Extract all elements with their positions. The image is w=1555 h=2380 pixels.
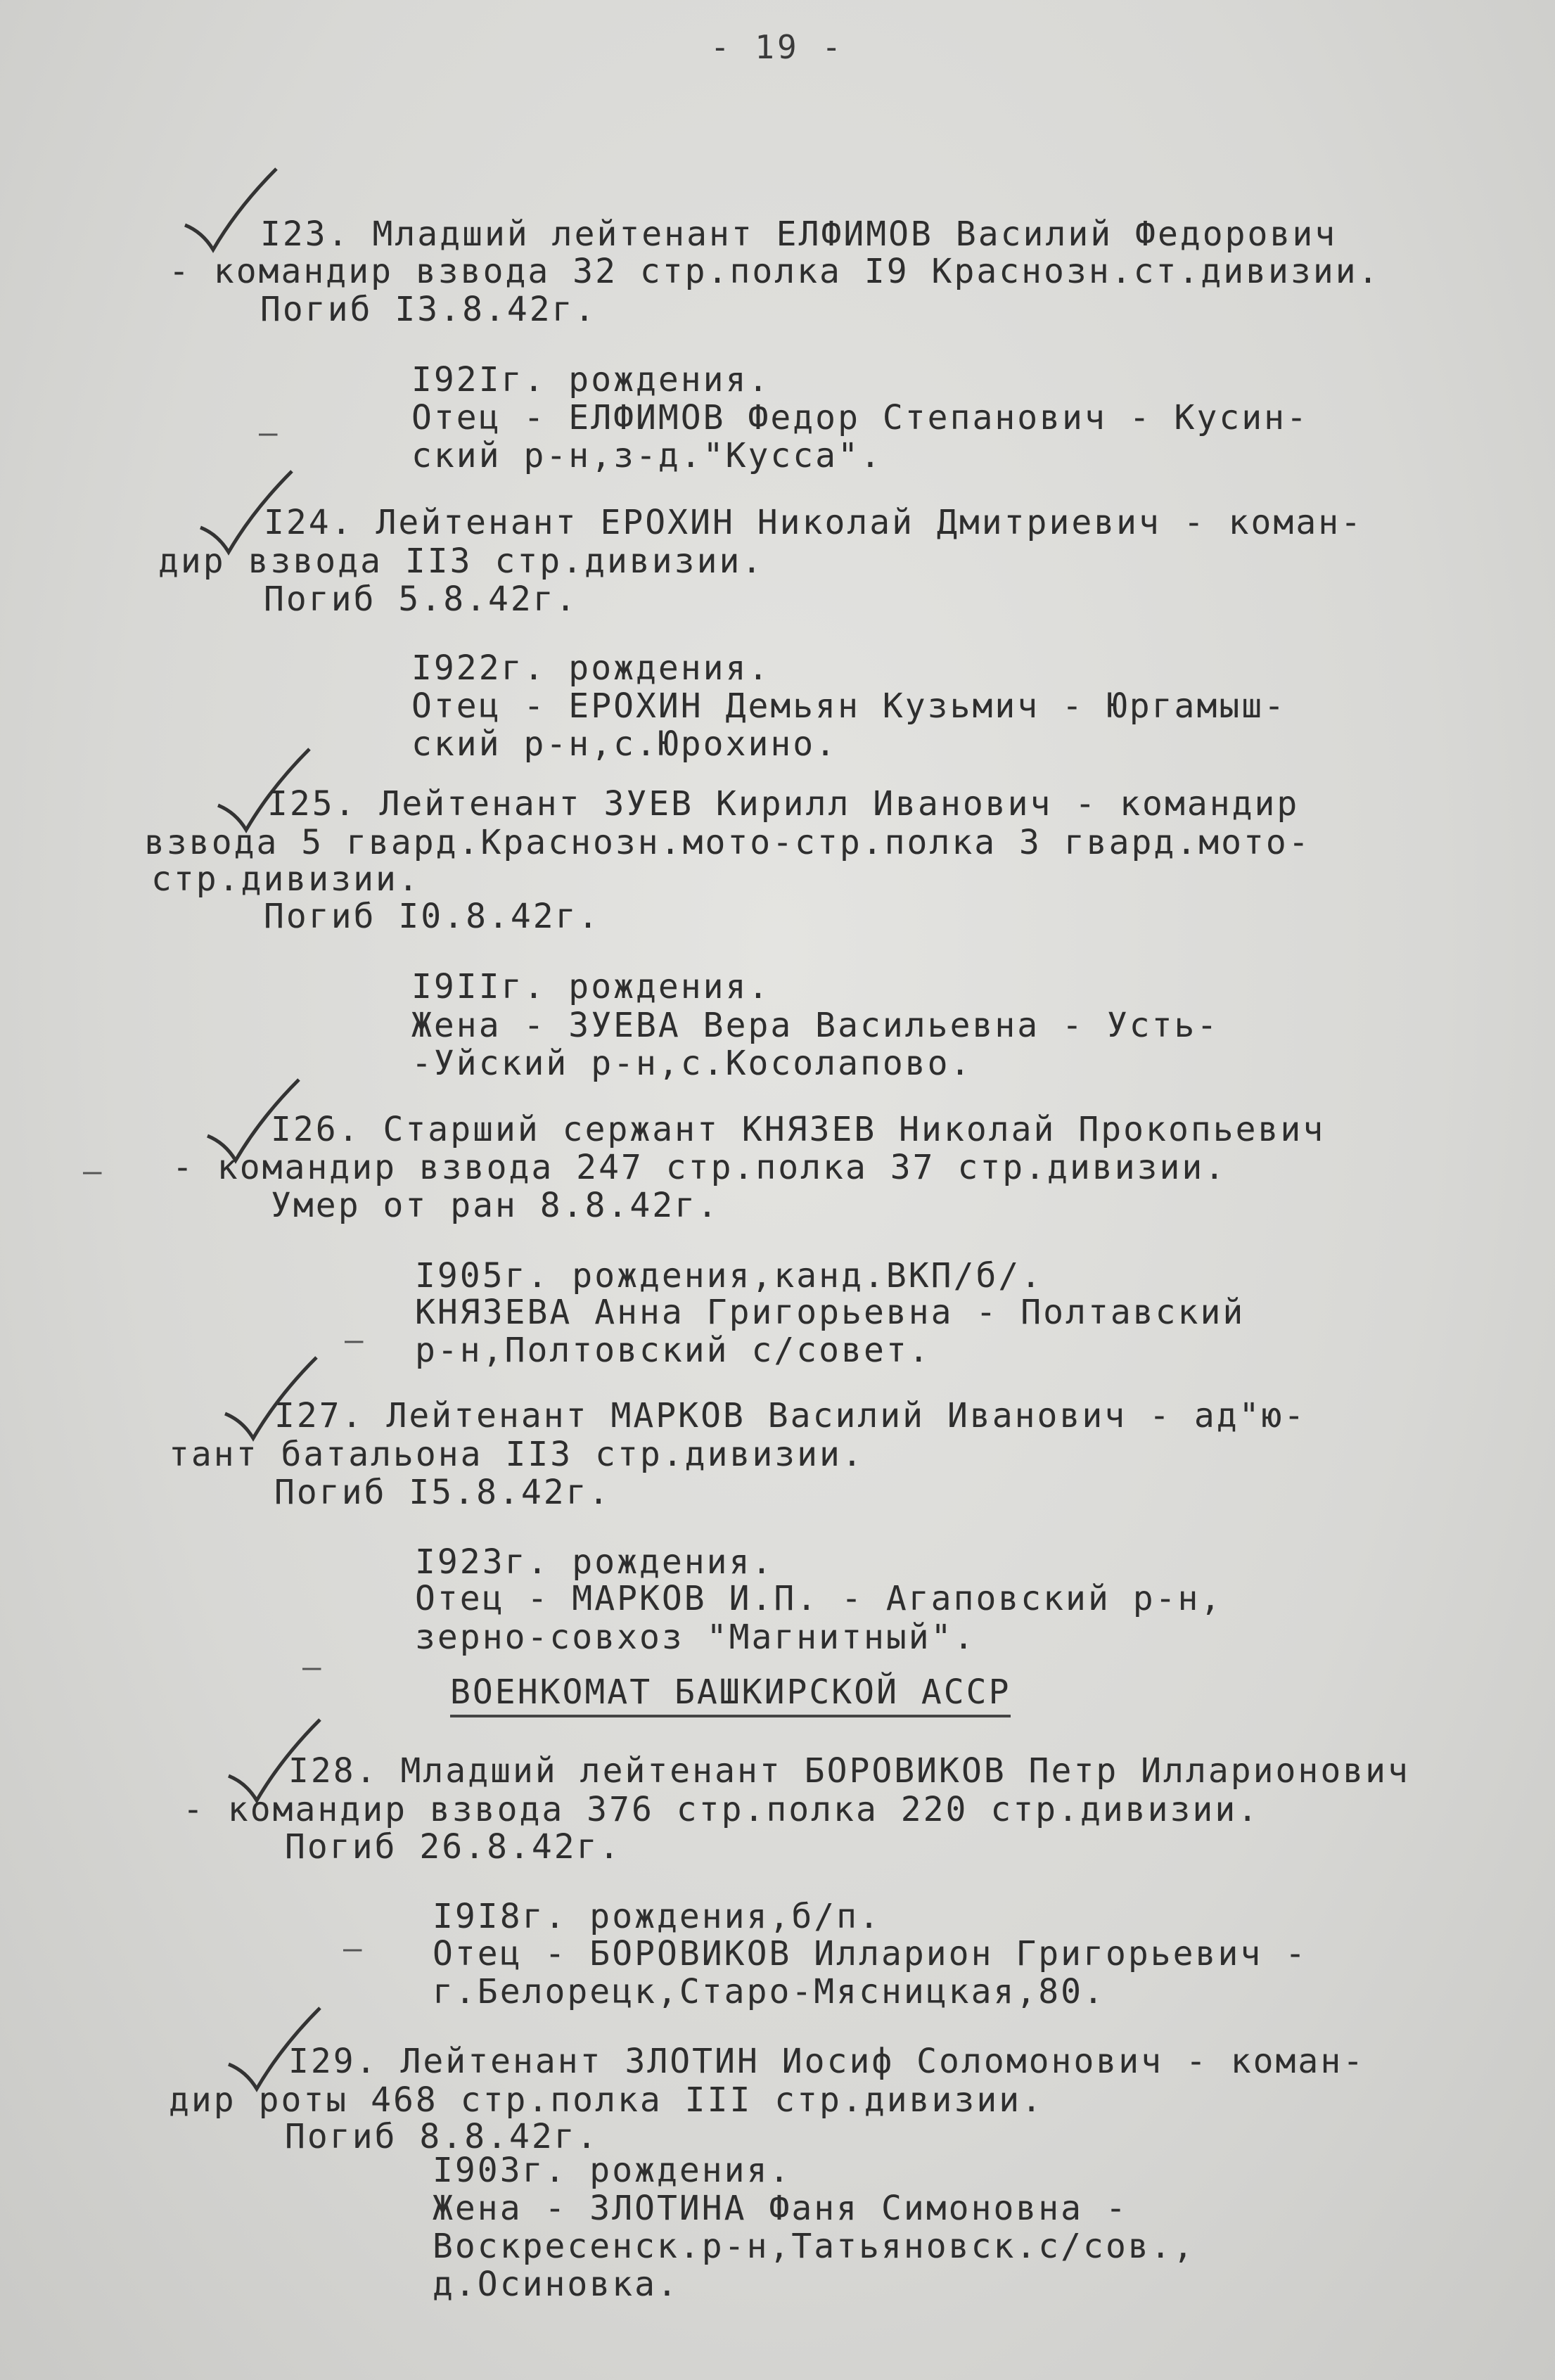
page-number: - 19 - [710, 28, 845, 66]
entry-line: Отец - ЕРОХИН Демьян Кузьмич - Юргамыш- [411, 686, 1287, 726]
entry-line: I23. Младший лейтенант ЕЛФИМОВ Василий Федорович [260, 215, 1338, 254]
entry-line: Отец - МАРКОВ И.П. - Агаповский р-н, [415, 1579, 1223, 1618]
entry-line: -Уйский р-н,с.Косолапово. [411, 1044, 973, 1083]
entry-line: Погиб 26.8.42г. [285, 1827, 622, 1867]
entry-line: - командир взвода 247 стр.полка 37 стр.дивизии. [172, 1148, 1227, 1187]
entry-line: I25. Лейтенант ЗУЕВ Кирилл Иванович - командир [267, 784, 1300, 824]
entry-line: I922г. рождения. [411, 648, 771, 688]
entry-line: зерно-совхоз "Магнитный". [415, 1618, 976, 1657]
entry-line: Жена - ЗУЕВА Вера Васильевна - Усть- [411, 1006, 1220, 1045]
entry-line: I9IIг. рождения. [411, 967, 771, 1006]
entry-line: ский р-н,з-д."Кусса". [411, 436, 883, 475]
entry-line: стр.дивизии. [151, 859, 421, 899]
entry-line: I92Iг. рождения. [411, 360, 771, 399]
section-header: ВОЕНКОМАТ БАШКИРСКОЙ АССР [450, 1672, 1011, 1717]
entry-line: I923г. рождения. [415, 1542, 774, 1582]
entry-line: I27. Лейтенант МАРКОВ Василий Иванович - ад"ю- [274, 1396, 1307, 1435]
entry-line: Воскресенск.р-н,Татьяновск.с/сов., [433, 2227, 1196, 2266]
entry-line: д.Осиновка. [433, 2265, 679, 2304]
entry-line: Погиб I5.8.42г. [274, 1473, 611, 1512]
margin-dash: – [83, 1153, 102, 1189]
entry-line: тант батальона II3 стр.дивизии. [169, 1435, 864, 1474]
entry-line: I903г. рождения. [433, 2151, 792, 2190]
entry-line: I28. Младший лейтенант БОРОВИКОВ Петр Илларионович [288, 1751, 1410, 1791]
margin-dash: – [343, 1931, 362, 1966]
entry-line: Погиб 5.8.42г. [264, 580, 578, 619]
entry-line: Погиб I3.8.42г. [260, 290, 597, 329]
entry-line: Умер от ран 8.8.42г. [271, 1186, 719, 1225]
entry-line: взвода 5 гвард.Краснозн.мото-стр.полка 3 гвард.мото- [144, 823, 1311, 862]
entry-line: дир роты 468 стр.полка III стр.дивизии. [169, 2080, 1044, 2120]
entry-line: Отец - ЕЛФИМОВ Федор Степанович - Кусин- [411, 398, 1309, 437]
entry-line: Погиб 8.8.42г. [285, 2117, 599, 2156]
entry-line: I9I8г. рождения,б/п. [433, 1897, 881, 1936]
margin-dash: – [345, 1322, 364, 1358]
entry-line: - командир взвода 32 стр.полка I9 Краснозн.ст.дивизии. [169, 252, 1381, 291]
entry-line: I905г. рождения,канд.ВКП/б/. [415, 1256, 1044, 1295]
entry-line: дир взвода II3 стр.дивизии. [158, 542, 764, 581]
entry-line: Погиб I0.8.42г. [264, 897, 601, 936]
entry-line: р-н,Полтовский с/совет. [415, 1331, 931, 1370]
entry-line: - командир взвода 376 стр.полка 220 стр.дивизии. [183, 1790, 1260, 1829]
entry-line: I26. Старший сержант КНЯЗЕВ Николай Прокопьевич [271, 1110, 1326, 1149]
entry-line: Отец - БОРОВИКОВ Илларион Григорьевич - [433, 1934, 1308, 1973]
entry-line: I24. Лейтенант ЕРОХИН Николай Дмитриевич - коман- [264, 503, 1364, 542]
entry-line: ский р-н,с.Юрохино. [411, 724, 838, 764]
entry-line: г.Белорецк,Старо-Мясницкая,80. [433, 1972, 1106, 2011]
entry-line: КНЯЗЕВА Анна Григорьевна - Полтавский [415, 1293, 1246, 1332]
entry-line: I29. Лейтенант ЗЛОТИН Иосиф Соломонович - коман- [288, 2042, 1366, 2081]
margin-dash: – [302, 1649, 321, 1685]
entry-line: Жена - ЗЛОТИНА Фаня Симоновна - [433, 2189, 1128, 2228]
margin-dash: – [259, 415, 278, 451]
